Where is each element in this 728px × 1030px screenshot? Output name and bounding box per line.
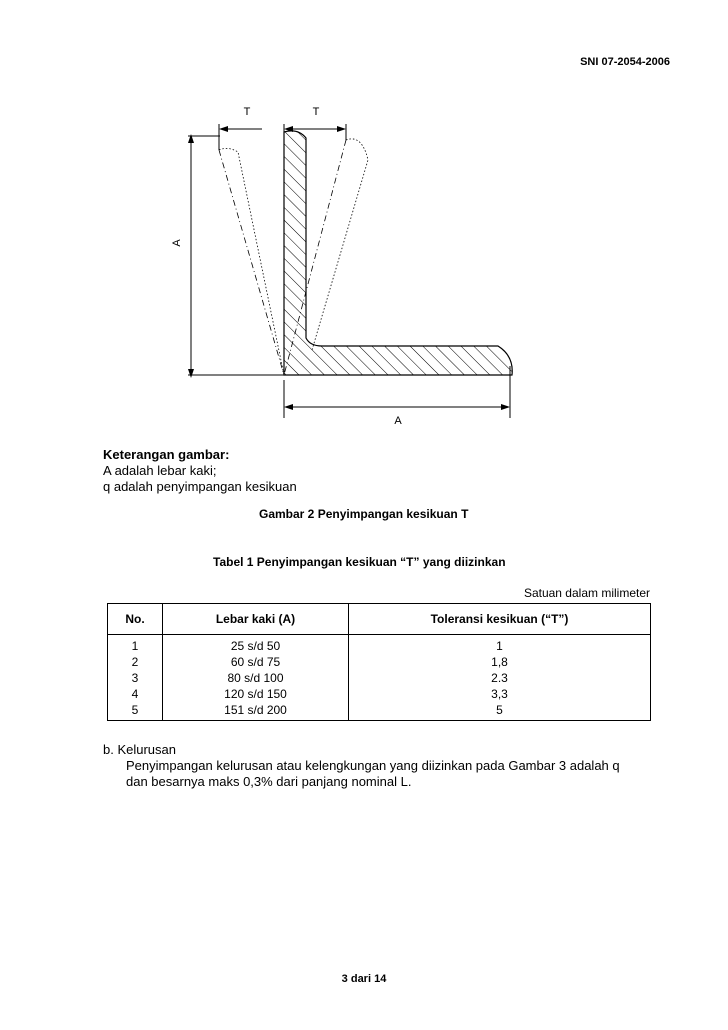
angle-profile-section — [284, 131, 512, 375]
table-header-row — [108, 604, 651, 635]
header-no: No. — [108, 604, 163, 635]
cell-leg-width: 80 s/d 100 — [227, 671, 284, 685]
arrow-right-icon — [501, 404, 510, 410]
arrow-left-icon — [284, 404, 293, 410]
cell-tolerance: 5 — [496, 703, 503, 717]
legend-line: q adalah penyimpangan kesikuan — [103, 479, 297, 494]
arrow-right-icon — [337, 126, 346, 132]
left-deviation-centerline — [219, 150, 284, 375]
label-a-vertical: A — [171, 239, 183, 247]
cell-tolerance: 1 — [496, 639, 503, 653]
label-a-horizontal: A — [394, 415, 402, 427]
cell-leg-width: 120 s/d 150 — [224, 687, 287, 701]
cell-leg-width: 151 s/d 200 — [224, 703, 287, 717]
legend-title: Keterangan gambar: — [103, 447, 230, 462]
arrow-down-icon — [188, 369, 194, 378]
cell-no: 1 — [131, 639, 139, 653]
legend-line: A adalah lebar kaki; — [103, 463, 217, 478]
label-t-left: T — [243, 106, 251, 118]
right-deviation-outline — [312, 139, 368, 350]
arrow-up-icon — [188, 134, 194, 143]
section-b-heading: b. Kelurusan — [103, 742, 176, 757]
cell-tolerance: 3,3 — [491, 687, 508, 701]
cell-leg-width: 25 s/d 50 — [230, 639, 281, 653]
column-no — [108, 635, 163, 721]
table-caption: Tabel 1 Penyimpangan kesikuan “T” yang diizinkan — [213, 555, 506, 569]
label-t-right: T — [312, 106, 320, 118]
header-tolerance: Toleransi kesikuan (“T”) — [349, 604, 651, 635]
table-body — [108, 635, 651, 721]
table-unit: Satuan dalam milimeter — [523, 586, 650, 600]
cell-leg-width: 60 s/d 75 — [230, 655, 281, 669]
cell-no: 4 — [131, 687, 139, 701]
column-tolerance — [349, 635, 651, 721]
header-leg-width: Lebar kaki (A) — [163, 604, 349, 635]
arrow-left-icon — [219, 126, 228, 132]
section-b-text: Penyimpangan kelurusan atau kelengkungan yang diizinkan pada Gambar 3 adalah q — [126, 758, 620, 773]
tolerance-table — [107, 603, 651, 721]
cell-no: 5 — [131, 703, 139, 717]
column-leg-width — [163, 635, 349, 721]
section-b — [103, 742, 663, 790]
cell-no: 2 — [131, 655, 139, 669]
cell-no: 3 — [131, 671, 139, 685]
figure-legend — [103, 447, 297, 495]
document-code: SNI 07-2054-2006 — [580, 56, 670, 68]
page-number: 3 dari 14 — [341, 973, 387, 985]
angle-profile-diagram — [0, 0, 728, 440]
figure-caption: Gambar 2 Penyimpangan kesikuan T — [259, 507, 469, 521]
cell-tolerance: 1,8 — [491, 655, 508, 669]
section-b-text: dan besarnya maks 0,3% dari panjang nominal L. — [126, 774, 412, 789]
cell-tolerance: 2.3 — [491, 671, 508, 685]
